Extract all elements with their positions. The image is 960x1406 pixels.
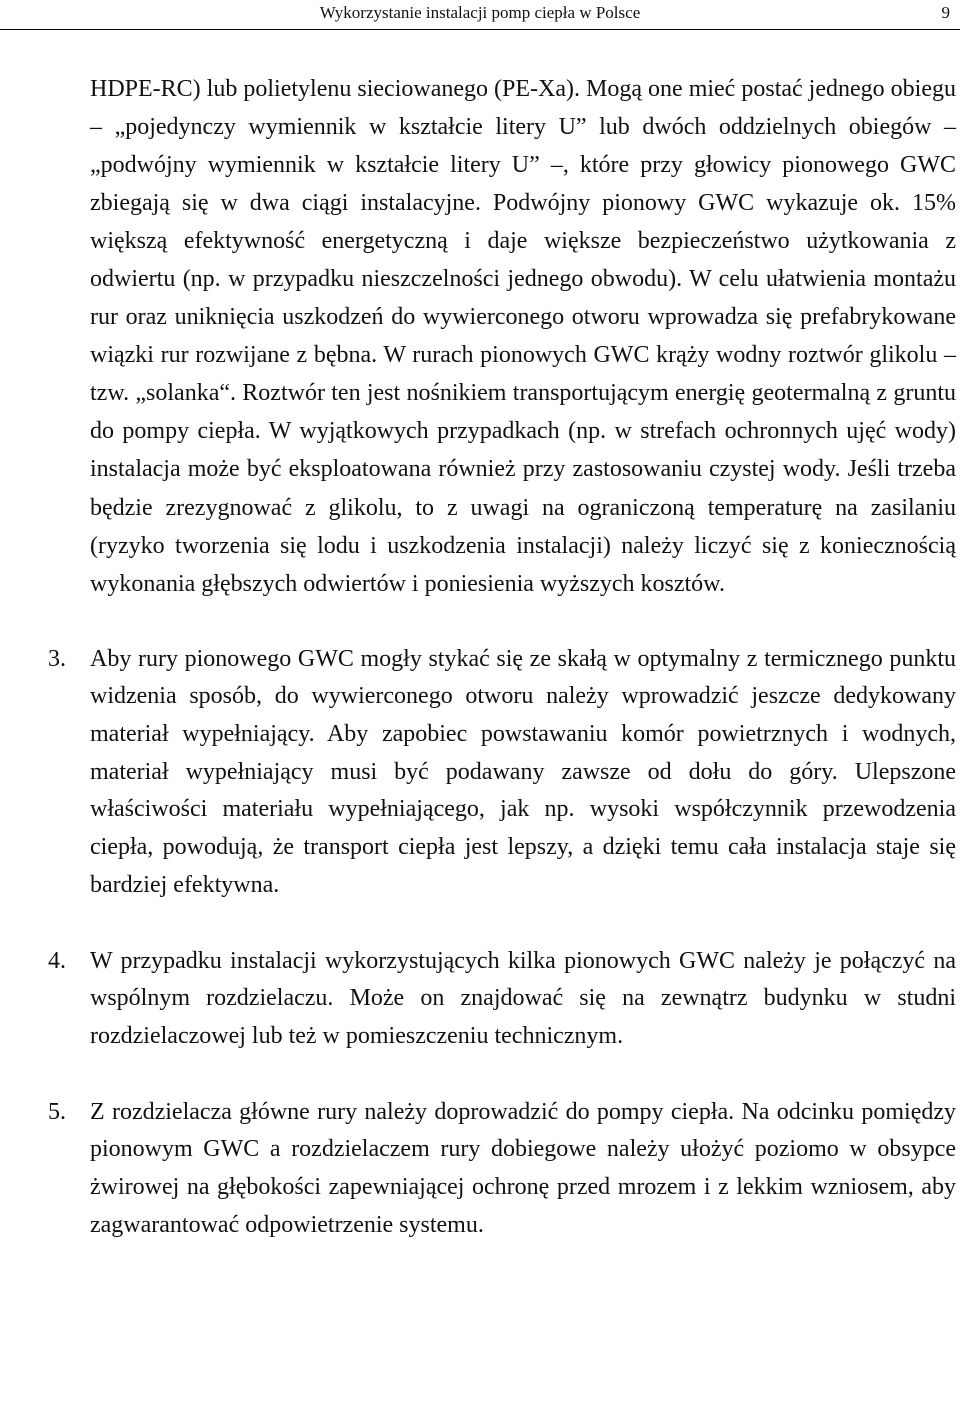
list-item-text: W przypadku instalacji wykorzystujących kilka pionowych GWC należy je połączyć na wspólnym rozdzielaczu. Może on znajdować się na zewnątrz budynku w studni rozdzielaczowej lub też w pomieszczeniu technicznym. bbox=[90, 947, 956, 1049]
list-item-number: 5. bbox=[48, 1098, 66, 1125]
list-item-number: 3. bbox=[48, 645, 66, 672]
intro-paragraph: HDPE-RC) lub polietylenu sieciowanego (PE-Xa). Mogą one mieć postać jednego obiegu – „pojedynczy wymiennik w kształcie litery U” lub dwóch oddzielnych obiegów – „podwójny wymiennik w kształcie litery U” –, które przy głowicy pionowego GWC zbiegają się w dwa ciągi instalacyjne. Podwójny pionowy GWC wykazuje ok. 15% większą efektywność energetyczną i daje większe bezpieczeństwo użytkowania z odwiertu (np. w przypadku nieszczelności jednego obwodu). W celu ułatwienia montażu rur oraz uniknięcia uszkodzeń do wywierconego otworu wprowadza się prefabrykowane wiązki rur rozwijane z bębna. W rurach pionowych GWC krąży wodny roztwór glikolu – tzw. „solanka“. Roztwór ten jest nośnikiem transportującym energię geotermalną z gruntu do pompy ciepła. W wyjątkowych przypadkach (np. w strefach ochronnych ujęć wody) instalacja może być eksploatowana również przy zastosowaniu czystej wody. Jeśli trzeba będzie zrezygnować z glikolu, to z uwagi na ograniczoną temperaturę na zasilaniu (ryzyko tworzenia się lodu i uszkodzenia instalacji) należy liczyć się z koniecznością wykonania głębszych odwiertów i poniesienia wyższych kosztów. bbox=[90, 76, 956, 597]
list-item-text: Z rozdzielacza główne rury należy doprowadzić do pompy ciepła. Na odcinku pomiędzy pionowym GWC a rozdzielaczem rury dobiegowe należy ułożyć poziomo w obsypce żwirowej na głębokości zapewniającej ochronę przed mrozem i z lekkim wzniosem, aby zagwarantować odpowietrzenie systemu. bbox=[90, 1098, 956, 1238]
list-item-4 bbox=[48, 943, 956, 1056]
running-title: Wykorzystanie instalacji pomp ciepła w Polsce bbox=[319, 3, 641, 22]
page-number: 9 bbox=[941, 3, 950, 22]
list-item-5 bbox=[48, 1094, 956, 1245]
list-item-text: Aby rury pionowego GWC mogły stykać się ze skałą w optymalny z termicznego punktu widzenia sposób, do wywierconego otworu należy wprowadzić jeszcze dedykowany materiał wypełniający. Aby zapobiec powstawaniu komór powietrznych i wodnych, materiał wypełniający musi być podawany zawsze od dołu do góry. Ulepszone właściwości materiału wypełniającego, jak np. wysoki współczynnik przewodzenia ciepła, powodują, że transport ciepła jest lepszy, a dzięki temu cała instalacja staje się bardziej efektywna. bbox=[90, 645, 956, 898]
page-body bbox=[0, 70, 960, 1245]
list-item-3 bbox=[48, 641, 956, 905]
header-divider bbox=[0, 29, 960, 30]
list-item-number: 4. bbox=[48, 947, 66, 974]
page-header bbox=[0, 0, 960, 30]
